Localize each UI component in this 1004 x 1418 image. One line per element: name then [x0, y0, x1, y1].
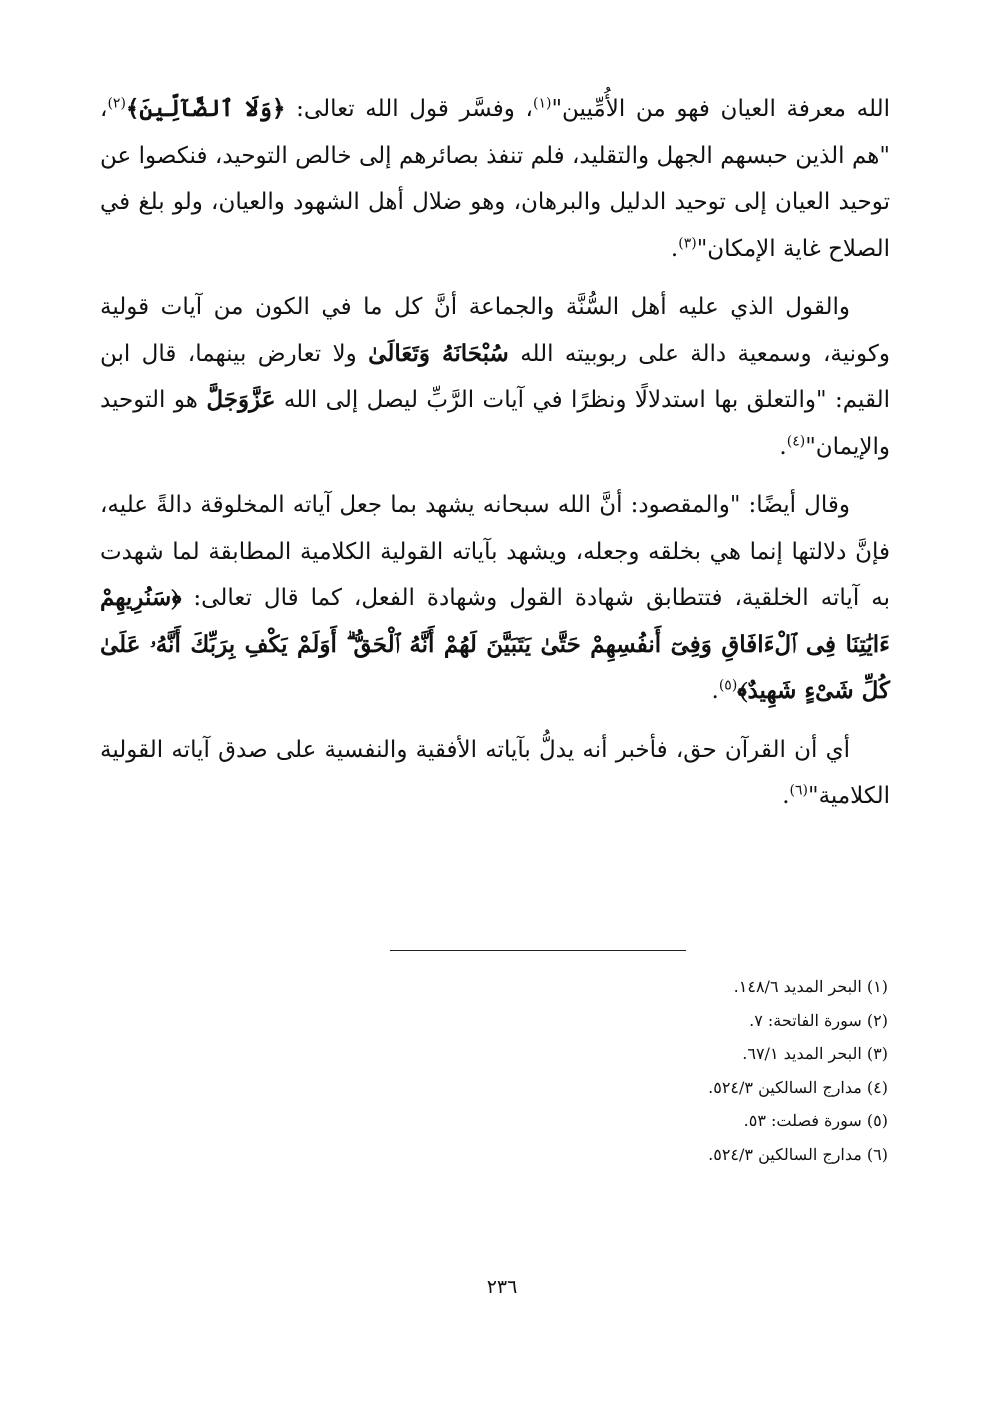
footnote-2: (٢) سورة الفاتحة: ٧.	[749, 1010, 888, 1030]
footnote-1: (١) البحر المديد ١٤٨/٦.	[733, 977, 888, 996]
main-text	[100, 86, 890, 832]
honorific-phrase: سُبْحَانَهُ وَتَعَالَىٰ	[368, 339, 509, 367]
footnotes	[100, 970, 890, 1171]
text-segment: .	[782, 783, 790, 809]
text-segment: الله معرفة العيان فهو من الأُمِّيين"	[551, 96, 890, 122]
footnote-divider	[390, 950, 686, 951]
footnote-4: (٤) مدارج السالكين ٥٢٤/٣.	[708, 1077, 888, 1097]
text-segment: ، "هم الذين حبسهم الجهل والتقليد، فلم تنفذ بصائرهم إلى خالص التوحيد، فنكصوا عن توحيد العيان إلى توحيد الدليل والبرهان، وهو ضلال أهل الشهود والعيان، ولو بلغ في الصلاح غاية الإمكان"	[100, 96, 890, 262]
text-segment: أي أن القرآن حق، فأخبر أنه يدلُّ بآياته الأفقية والنفسية على صدق آياته القولية الكلامية"	[100, 736, 890, 809]
paragraph-2	[100, 284, 890, 470]
footnote-marker: (٤)	[786, 432, 806, 449]
paragraph-4	[100, 727, 890, 820]
text-segment: .	[711, 678, 719, 704]
page-number: ٢٣٦	[486, 1276, 518, 1298]
footnote-marker: (٢)	[107, 95, 126, 112]
footnote-3: (٣) البحر المديد ٦٧/١.	[742, 1044, 888, 1063]
paragraph-3	[100, 482, 890, 715]
footnote-6: (٦) مدارج السالكين ٥٢٤/٣.	[708, 1144, 888, 1164]
text-segment: والقول الذي عليه أهل السُّنَّة والجماعة أنَّ كل ما في الكون من آيات قولية وكونية، وسمعية دالة على ربوبيته الله	[100, 294, 890, 367]
footnote-marker: (٦)	[789, 782, 808, 799]
text-segment: ولا تعارض بينهما، قال ابن القيم: "والتعلق بها استدلالًا ونظرًا في آيات الرَّبِّ ليصل إلى الله	[100, 340, 890, 413]
honorific-phrase: عَزَّوَجَلَّ	[206, 386, 276, 413]
text-segment: ، وفسَّر قول الله تعالى:	[285, 96, 533, 122]
quran-verse: ﴿وَلَا ٱلضَّآلِّينَ﴾	[125, 95, 286, 122]
text-segment: .	[779, 433, 787, 460]
text-segment: .	[670, 235, 679, 262]
quran-verse: ﴿سَنُرِيهِمْ ءَايَٰتِنَا فِى ٱلْءَافَاقِ وَفِىٓ أَنفُسِهِمْ حَتَّىٰ يَتَبَيَّنَ لَهُمْ أَنَّهُ ٱلْحَقُّ ۗ أَوَلَمْ يَكْفِ بِرَبِّكَ أَنَّهُۥ عَلَىٰ كُلِّ شَىْءٍ شَهِيدٌ﴾	[100, 584, 890, 704]
footnote-marker: (٥)	[718, 677, 738, 694]
footnote-marker: (١)	[532, 95, 552, 112]
text-segment: هو التوحيد والإيمان"	[100, 387, 890, 460]
text-segment: وقال أيضًا: "والمقصود: أنَّ الله سبحانه يشهد بما جعل آياته المخلوقة دالةً عليه، فإنَّ دلالتها إنما هي بخلقه وجعله، ويشهد بآياته القولية الكلامية المطابقة لما شهدت به آياته الخلقية، فتتطابق شهادة القول وشهادة الفعل، كما قال تعالى:	[100, 492, 890, 611]
paragraph-1	[100, 86, 890, 272]
footnote-marker: (٣)	[678, 234, 697, 251]
footnote-5: (٥) سورة فصلت: ٥٣.	[743, 1111, 888, 1130]
